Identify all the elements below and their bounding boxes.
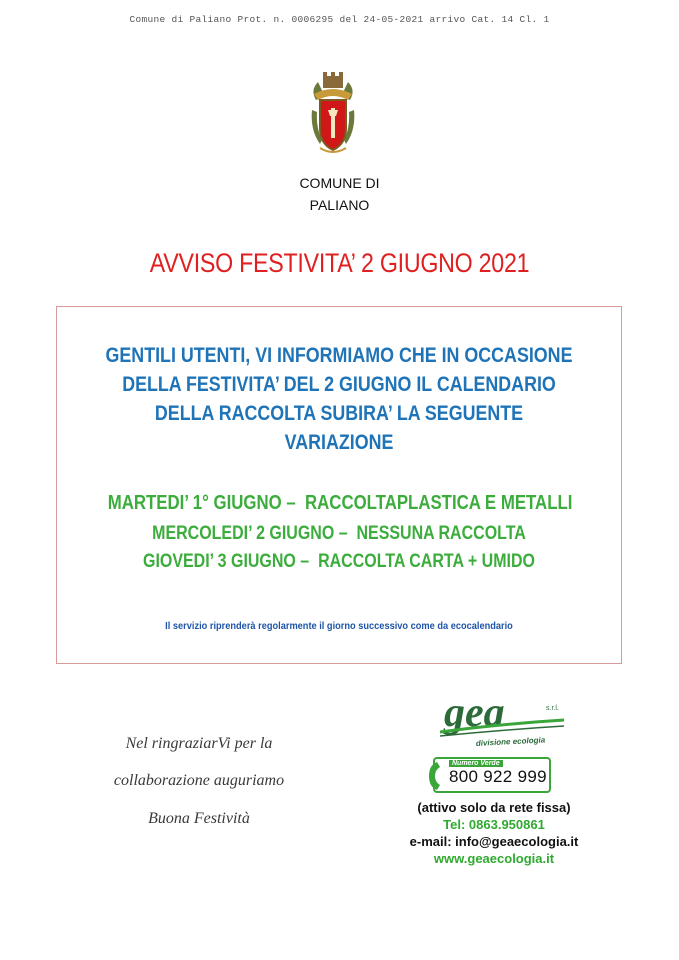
gea-logo-text: gea [444, 690, 505, 736]
coat-of-arms-icon [308, 70, 358, 156]
landline-note: (attivo solo da rete fissa) [417, 800, 571, 815]
intro-line-3: DELLA RACCOLTA SUBIRA’ LA SEGUENTE VARIAZIONE [154, 401, 524, 454]
notice-box [56, 306, 622, 664]
toll-free-box [433, 757, 551, 793]
municipality-line-2: PALIANO [309, 197, 370, 213]
tel-number: Tel: 0863.950861 [443, 817, 545, 832]
service-resume-note: Il servizio riprenderà regolarmente il giorno successivo come da ecocalendario [165, 620, 513, 632]
toll-free-number: 800 922 999 [449, 767, 547, 786]
thanks-line-2: collaborazione auguriamo [113, 772, 285, 789]
phone-handset-icon [427, 761, 443, 791]
email-line [380, 834, 608, 849]
schedule-thursday: GIOVEDI’ 3 GIUGNO – RACCOLTA CARTA + UMIDO [143, 550, 535, 572]
protocol-stamp: Comune di Paliano Prot. n. 0006295 del 24-05-2021 arrivo Cat. 14 Cl. 1 [129, 14, 550, 25]
intro-line-1: GENTILI UTENTI, VI INFORMIAMO CHE IN OCCASIONE [105, 343, 573, 367]
notice-intro [105, 341, 573, 457]
page-title: AVVISO FESTIVITA’ 2 GIUGNO 2021 [149, 248, 530, 278]
schedule-wednesday: MERCOLEDI’ 2 GIUGNO – NESSUNA RACCOLTA [152, 522, 526, 544]
municipality-name [0, 172, 679, 216]
gea-srl: s.r.l. [546, 705, 559, 712]
thanks-line-1: Nel ringraziarVi per la [125, 735, 273, 752]
email-link[interactable]: info@geaecologia.it [455, 834, 579, 849]
email-label: e-mail: [409, 834, 456, 849]
toll-free-label: Numero Verde [449, 760, 503, 767]
thanks-line-3: Buona Festività [148, 810, 250, 827]
intro-line-2: DELLA FESTIVITA’ DEL 2 GIUGNO IL CALENDARIO [122, 372, 556, 396]
schedule-tuesday: MARTEDI’ 1° GIUGNO – RACCOLTAPLASTICA E METALLI [107, 491, 573, 514]
website-link[interactable]: www.geaecologia.it [433, 851, 555, 866]
gea-division: divisione ecologia [475, 735, 546, 748]
municipality-line-1: COMUNE DI [299, 175, 380, 191]
gea-logo [440, 690, 570, 750]
